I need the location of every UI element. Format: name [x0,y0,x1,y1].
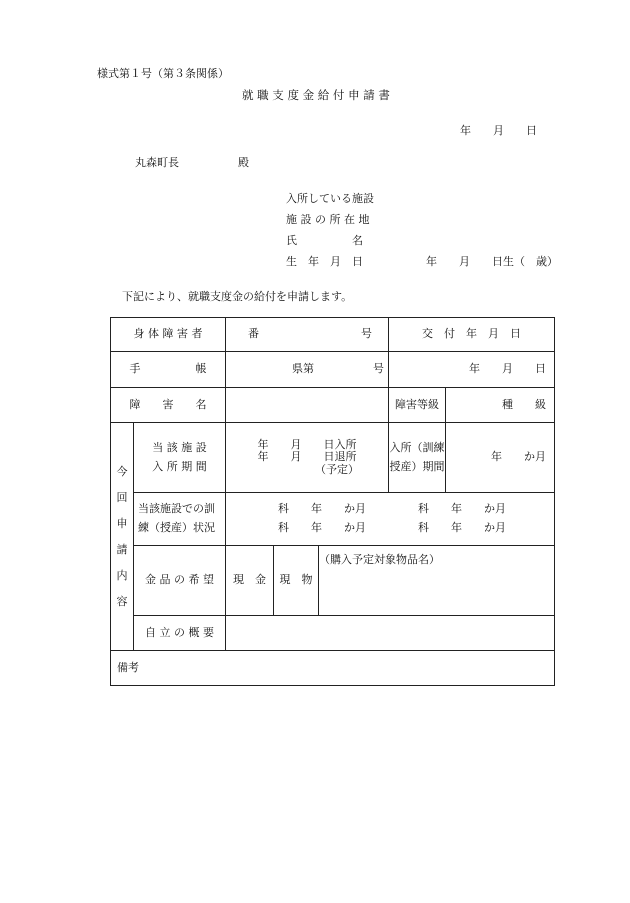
table-row [111,318,555,352]
handbook-label-1: 身 体 障 害 者 [111,318,226,352]
intro-text: 下記により、就職支度金の給付を申請します。 [122,290,353,303]
document-title: 就 職 支 度 金 給 付 申 請 書 [242,88,390,102]
prefecture-label: 県第 [292,362,314,376]
side-char: 回 [116,490,128,504]
training-status-label-1: 当該施設での訓 [138,502,215,516]
addressee: 丸森町長 [135,156,179,169]
issue-date-label: 交 付 年 月 日 [389,318,555,352]
disability-grade-label: 障害等級 [389,388,446,423]
handbook-label-2: 手 帳 [111,352,226,388]
prefecture-number-suffix: 号 [373,362,385,376]
disability-grade-value: 種 級 [446,388,555,423]
stay-period-label-2: 入 所 期 間 [152,459,207,473]
side-char: 内 [116,568,128,582]
application-content-side-label [111,423,134,651]
training-period-label-2: 授産）期間 [389,459,445,473]
side-char: 今 [116,464,128,478]
date-line: 年 月 日 [460,124,537,137]
table-row [111,616,555,651]
training-status-values [226,493,555,546]
issue-date-value: 年 月 日 [389,352,555,388]
table-row [111,493,555,546]
planned-goods-note: （購入予定対象物品名） [319,553,440,566]
facility-label: 入所している施設 [286,192,374,205]
form-number: 様式第１号（第３条関係） [97,67,229,80]
handbook-number-label: 番 [248,327,259,341]
stay-period-label-1: 当 該 施 設 [152,440,207,454]
table-row [111,352,555,388]
training-status-label-2: 練（授産）状況 [138,521,215,534]
prefecture-number-cell [226,352,389,388]
side-char: 請 [116,542,128,556]
application-table [110,317,555,686]
birth-value: 年 月 日生（ 歳） [426,255,558,268]
training-course-1a: 科 年 か月 [278,502,366,516]
name-label: 氏 名 [286,234,363,247]
training-course-1b: 科 年 か月 [418,502,506,516]
handbook-number-cell [226,318,389,352]
stay-period-label [134,423,226,493]
training-course-2b: 科 年 か月 [418,521,506,534]
planned-goods-cell [319,546,555,616]
planned-note: （予定） [315,462,359,476]
table-row [111,546,555,616]
remarks-cell [111,651,555,686]
discharge-date: 年 月 日退所 [257,450,357,464]
training-status-label [134,493,226,546]
goods-option: 現 物 [274,546,319,616]
birth-label: 生 年 月 日 [286,255,363,268]
honorific: 殿 [238,156,249,169]
training-period-label-1: 入所（訓練 [389,440,445,454]
table-row [111,388,555,423]
side-char: 容 [116,594,128,608]
training-course-2a: 科 年 か月 [278,521,366,534]
stay-period-dates [226,423,389,493]
table-row [111,423,555,493]
side-char: 申 [116,516,128,530]
goods-preference-label: 金 品 の 希 望 [134,546,226,616]
disability-name-value [226,388,389,423]
cash-option: 現 金 [226,546,274,616]
disability-name-label: 障 害 名 [111,388,226,423]
independence-summary-value [226,616,555,651]
independence-summary-label: 自 立 の 概 要 [134,616,226,651]
training-period-label [389,423,446,493]
table-row [111,651,555,686]
address-label: 施 設 の 所 在 地 [286,213,370,226]
training-duration: 年 か月 [446,423,555,493]
admission-date: 年 月 日入所 [257,437,357,451]
handbook-number-suffix: 号 [361,327,373,341]
remarks-label: 備考 [117,660,139,674]
